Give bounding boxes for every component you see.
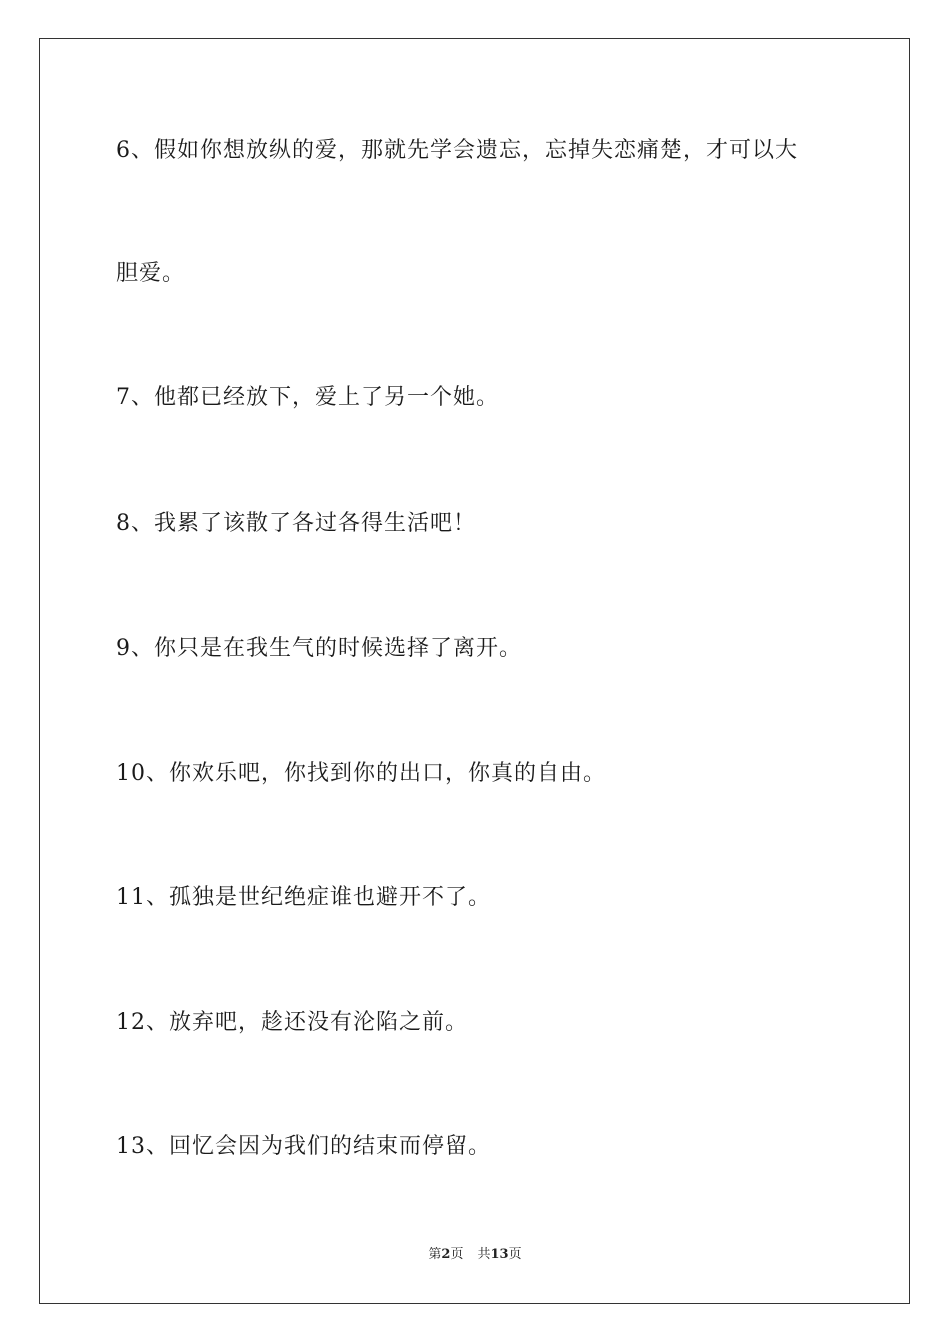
text-line-12: 12、放弃吧，趁还没有沦陷之前。 [116,1010,468,1035]
text-line-11: 11、孤独是世纪绝症谁也避开不了。 [116,885,491,910]
text-line-7: 7、他都已经放下，爱上了另一个她。 [116,385,499,410]
text-line-6-part2: 胆爱。 [116,261,186,286]
page-label-suffix: 页 [450,1247,464,1262]
page-number: 2 [441,1247,451,1262]
text-line-10: 10、你欢乐吧，你找到你的出口，你真的自由。 [116,761,606,786]
page-label-prefix: 第 [428,1247,442,1262]
page-frame [39,38,910,1304]
text-line-8: 8、我累了该散了各过各得生活吧！ [116,511,476,536]
total-label-suffix: 页 [508,1247,522,1262]
page-footer [0,1246,950,1264]
text-line-6-part1: 6、假如你想放纵的爱，那就先学会遗忘，忘掉失恋痛楚，才可以大 [116,138,798,163]
total-label-prefix: 共 [477,1247,491,1262]
text-line-13: 13、回忆会因为我们的结束而停留。 [116,1134,491,1159]
text-line-9: 9、你只是在我生气的时候选择了离开。 [116,636,522,661]
total-pages: 13 [490,1247,509,1262]
